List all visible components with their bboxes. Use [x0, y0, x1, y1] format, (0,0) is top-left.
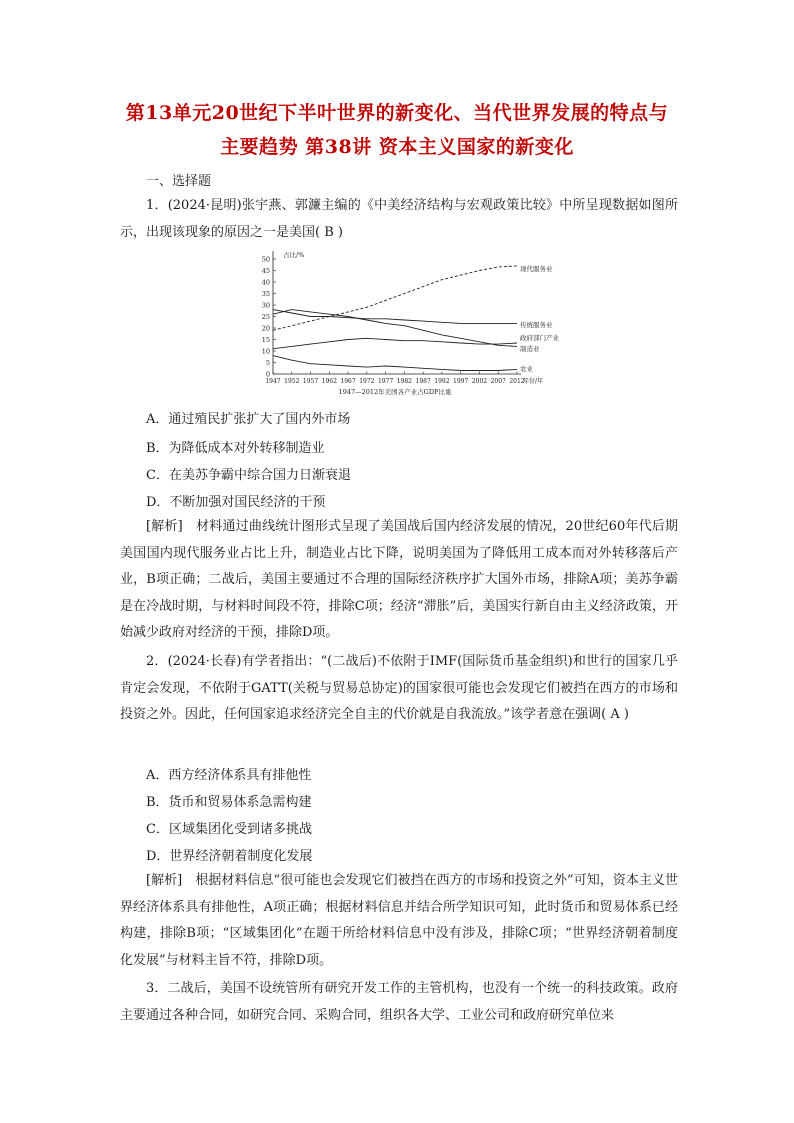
- y-tick-label: 50: [261, 255, 270, 264]
- x-tick-label: 1947: [265, 378, 281, 385]
- q2-analysis: [解析] 根据材料信息“很可能也会发现它们被挡在西方的市场和投资之外”可知，资本主义世界经济体系具有排他性，A项正确；根据材料信息并结合所学知识可知，此时货币和贸易体系已经构建，排除B项；“区域集团化”在题干所给材料信息中没有涉及，排除C项；“世界经济朝着制度化发展”与材料主旨不符，排除D项。: [120, 873, 678, 968]
- series-label: 农业: [520, 365, 533, 373]
- x-tick-label: 1952: [284, 378, 300, 385]
- y-tick-label: 15: [261, 336, 270, 344]
- industry-gdp-chart: [255, 245, 575, 403]
- q2-option-b: B．货币和贸易体系急需构建: [146, 795, 312, 810]
- y-tick-label: 20: [261, 324, 270, 333]
- x-tick-label: 1987: [415, 378, 431, 385]
- q2-option-a: A．西方经济体系具有排他性: [146, 768, 312, 783]
- x-tick-label: 2002: [471, 378, 488, 385]
- series-line-现代服务业: [273, 266, 517, 330]
- y-tick-label: 0: [265, 370, 270, 379]
- y-tick-label: 45: [261, 267, 270, 275]
- x-axis-label: 年份/年: [523, 378, 544, 385]
- q1-option-b: B．为降低成本对外转移制造业: [146, 441, 325, 456]
- series-label: 制造业: [520, 345, 540, 353]
- x-tick-label: 1957: [302, 378, 319, 385]
- q2-option-c: C．区域集团化受到诸多挑战: [146, 822, 312, 837]
- series-label: 现代服务业: [520, 265, 553, 273]
- y-tick-label: 5: [265, 359, 270, 367]
- y-tick-label: 30: [261, 301, 270, 310]
- y-tick-label: 35: [261, 290, 270, 298]
- x-tick-label: 2007: [490, 378, 506, 385]
- x-tick-label: 2012: [509, 378, 525, 385]
- q2-option-d: D．世界经济朝着制度化发展: [146, 849, 313, 864]
- q1-option-c: C．在美苏争霸中综合国力日渐衰退: [146, 468, 351, 483]
- section-heading: 一、选择题: [146, 174, 212, 189]
- q1-option-a: A．通过殖民扩张扩大了国内外市场: [146, 412, 351, 427]
- x-tick-label: 1997: [453, 378, 469, 385]
- series-label: 传统服务业: [520, 321, 553, 329]
- q3-stem: 3．二战后，美国不设统管所有研究开发工作的主管机构，也没有一个统一的科技政策。政府主要通过各种合同，如研究合同、采购合同，组织各大学、工业公司和政府研究单位来: [120, 981, 678, 1023]
- document-title-line-2: 主要趋势 第38讲 资本主义国家的新变化: [220, 136, 574, 158]
- x-tick-label: 1972: [359, 378, 375, 385]
- y-axis-label: 占比/%: [283, 251, 305, 259]
- x-tick-label: 1977: [377, 378, 394, 385]
- y-tick-label: 40: [261, 278, 270, 287]
- x-tick-label: 1992: [434, 378, 450, 385]
- q1-analysis: [解析] 材料通过曲线统计图形式呈现了美国战后国内经济发展的情况，20世纪60年代后期美国国内现代服务业占比上升，制造业占比下降，说明美国为了降低用工成本而对外转移落后产业，B项正确；二战后，美国主要通过不合理的国际经济秩序扩大国外市场，排除A项；美苏争霸是在冷战时期，与材料时间段不符，排除C项；经济“滞胀”后，美国实行新自由主义经济政策，开始减少政府对经济的干预，排除D项。: [120, 519, 678, 640]
- x-tick-label: 1982: [396, 378, 413, 385]
- q2-stem: 2．(2024·长春)有学者指出：“(二战后)不依附于IMF(国际货币基金组织)和世行的国家几乎肯定会发现，不依附于GATT(关税与贸易总协定)的国家很可能也会发现它们被挡在西方的市场和投资之外。因此，任何国家追求经济完全自主的代价就是自我流放。”该学者意在强调( A ): [120, 654, 678, 722]
- x-tick-label: 1962: [321, 378, 337, 385]
- y-tick-label: 25: [261, 313, 270, 321]
- chart-caption: 1947—2012年美国各产业占GDP比重: [338, 388, 452, 396]
- series-line-制造业: [273, 310, 517, 347]
- y-tick-label: 10: [261, 347, 270, 356]
- document-title-line-1: 第13单元20世纪下半叶世界的新变化、当代世界发展的特点与: [125, 102, 669, 124]
- series-line-政府部门产业: [273, 338, 517, 348]
- x-tick-label: 1967: [340, 378, 356, 385]
- series-label: 政府部门产业: [520, 334, 559, 342]
- q1-stem: 1．(2024·昆明)张宇燕、郭濂主编的《中美经济结构与宏观政策比较》中所呈现数据如图所示，出现该现象的原因之一是美国( B ): [120, 198, 678, 240]
- q1-option-d: D．不断加强对国民经济的干预: [146, 495, 326, 510]
- series-line-农业: [273, 356, 517, 371]
